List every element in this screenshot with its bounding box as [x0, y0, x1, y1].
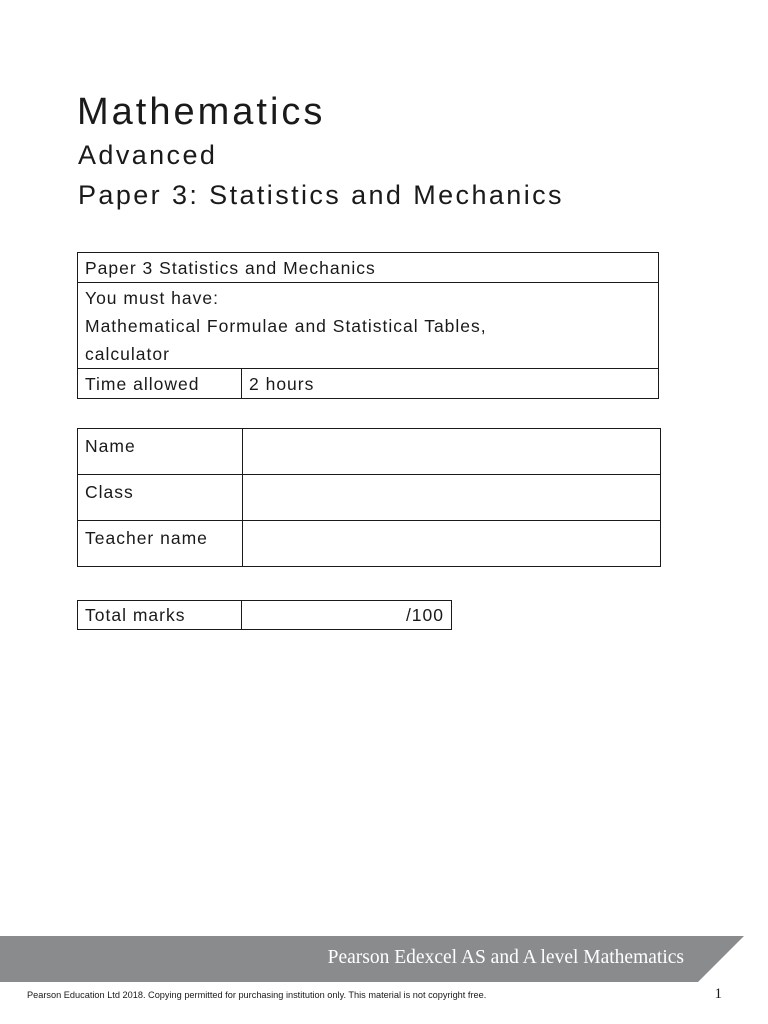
paper-name-cell: Paper 3 Statistics and Mechanics — [78, 253, 659, 283]
document-title: Mathematics — [77, 91, 326, 133]
exam-info-table — [77, 252, 659, 399]
page-number: 1 — [714, 986, 722, 1002]
total-marks-value[interactable]: /100 — [242, 601, 452, 630]
document-subtitle: Advanced — [78, 140, 218, 170]
total-marks-label: Total marks — [78, 601, 242, 630]
total-marks-row — [78, 601, 452, 630]
must-have-line-2: calculator — [85, 344, 170, 364]
teacher-field[interactable] — [243, 521, 661, 567]
name-label: Name — [78, 429, 243, 475]
requirements-row — [78, 283, 659, 369]
time-label: Time allowed — [78, 369, 242, 399]
name-row — [78, 429, 661, 475]
time-value: 2 hours — [242, 369, 659, 399]
must-have-line-1: Mathematical Formulae and Statistical Tables, — [85, 316, 487, 336]
paper-name-row — [78, 253, 659, 283]
teacher-label: Teacher name — [78, 521, 243, 567]
paper-title: Paper 3: Statistics and Mechanics — [78, 180, 564, 210]
time-row — [78, 369, 659, 399]
must-have-label: You must have: — [85, 288, 219, 308]
copyright-notice: Pearson Education Ltd 2018. Copying permitted for purchasing institution only. This material is not copyright free. — [27, 990, 487, 1000]
student-details-table — [77, 428, 661, 567]
class-field[interactable] — [243, 475, 661, 521]
requirements-cell — [78, 283, 659, 369]
name-field[interactable] — [243, 429, 661, 475]
teacher-row — [78, 521, 661, 567]
footer-banner-text: Pearson Edexcel AS and A level Mathematics — [327, 947, 684, 968]
total-marks-table — [77, 600, 452, 630]
class-row — [78, 475, 661, 521]
class-label: Class — [78, 475, 243, 521]
